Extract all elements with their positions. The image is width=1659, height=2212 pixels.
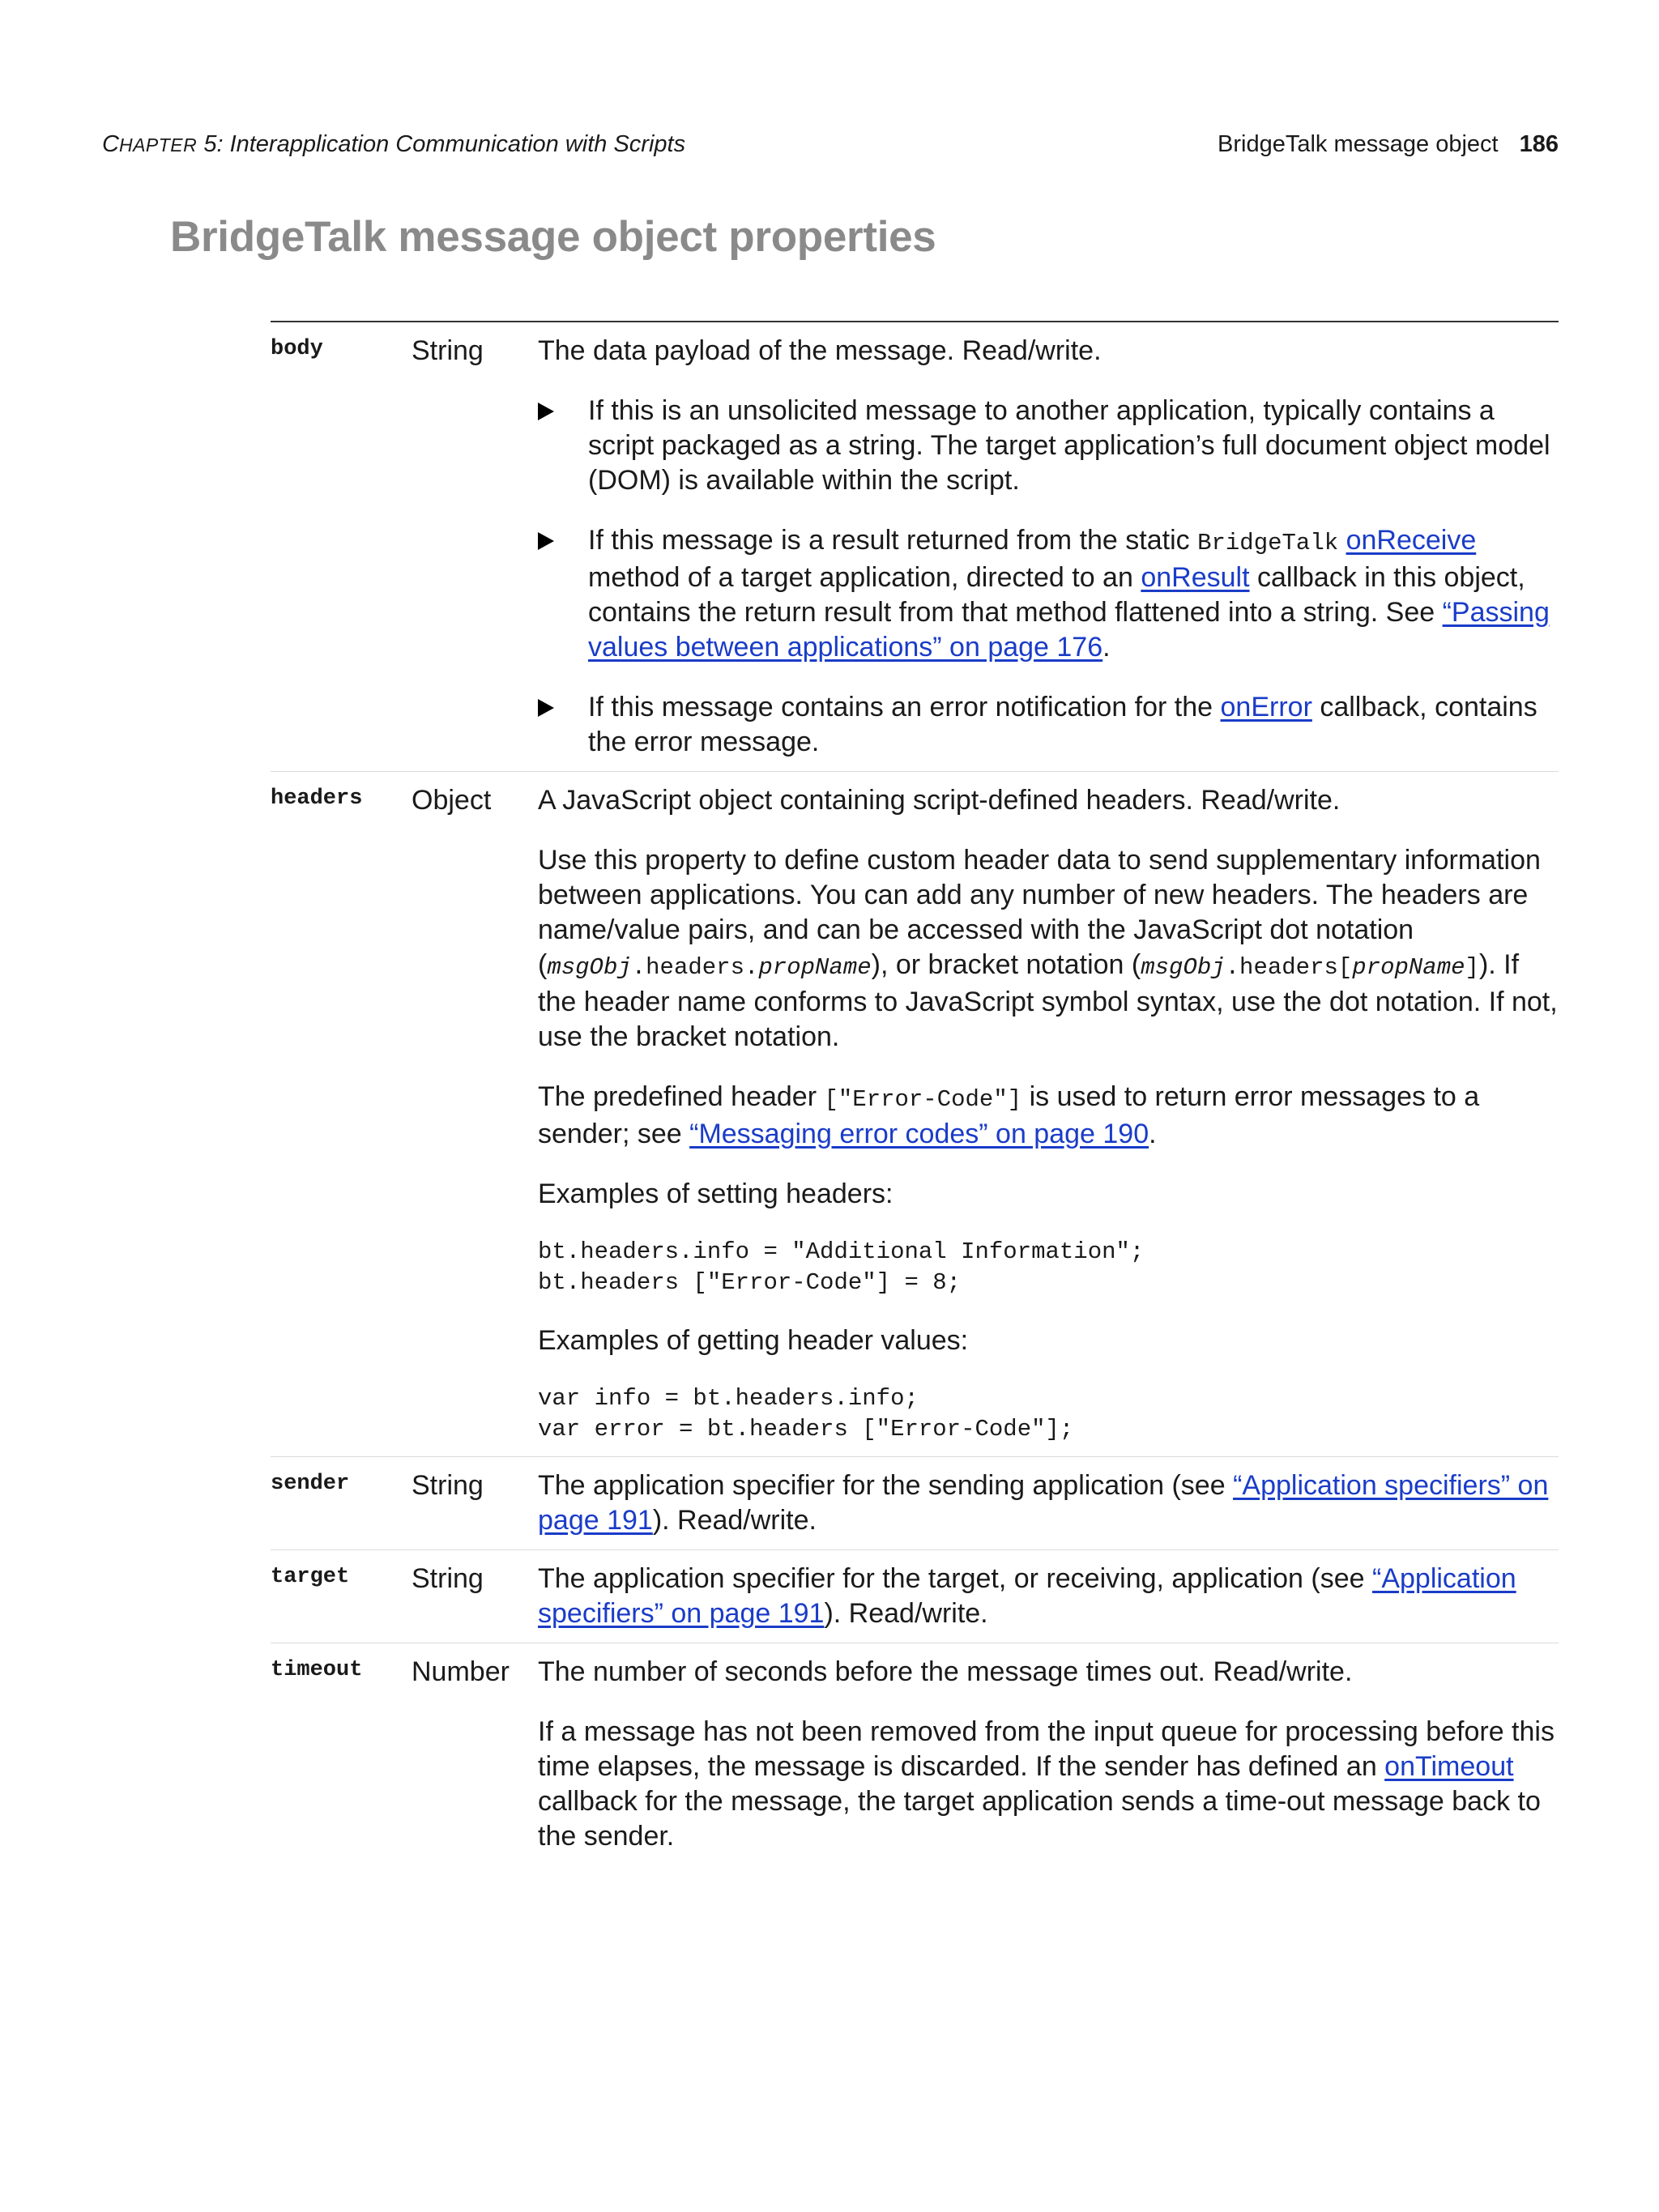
chapter-title-text: Interapplication Communication with Scripts — [229, 131, 686, 157]
paragraph-text: If a message has not been removed from the input queue for processing before this time elapses, the message is discarded. If the sender has defined an — [538, 1716, 1555, 1782]
code-line: bt.headers.info = "Additional Information"; — [538, 1238, 1145, 1265]
paragraph-text: is used to return error messages to a sender; see — [538, 1081, 1480, 1149]
paragraph: Examples of getting header values: — [538, 1325, 969, 1356]
code-line: var error = bt.headers ["Error-Code"]; — [538, 1416, 1074, 1443]
property-description — [538, 1468, 1559, 1538]
paragraph-text: ), or bracket notation ( — [871, 949, 1141, 980]
bullet-text: If this is an unsolicited message to another application, typically contains a script packaged as a string. The target application’s full document object model (DOM) is available within the script. — [588, 395, 1550, 496]
property-description — [538, 783, 1559, 1445]
property-summary: A JavaScript object containing script-defined headers. Read/write. — [538, 785, 1341, 816]
page-title: BridgeTalk message object properties — [170, 213, 936, 261]
paragraph — [538, 843, 1559, 1055]
passing-values-link[interactable]: “Passing values between applications” on page 176 — [588, 597, 1550, 663]
property-name: timeout — [271, 1658, 363, 1682]
chapter-prefix-rest: HAPTER — [118, 134, 198, 156]
property-type: Object — [412, 785, 492, 816]
bullet-triangle-icon — [538, 532, 554, 550]
property-summary: The number of seconds before the message times out. Read/write. — [538, 1656, 1353, 1687]
property-name: sender — [271, 1472, 350, 1496]
bullet-text: callback, contains the error message. — [588, 692, 1537, 757]
code-line: bt.headers ["Error-Code"] = 8; — [538, 1269, 962, 1296]
property-type: String — [412, 335, 484, 366]
bullet-text: method of a target application, directed to an — [588, 562, 1141, 593]
paragraph-text: The application specifier for the sending application (see — [538, 1470, 1234, 1501]
bullet-item — [538, 523, 1559, 665]
property-type: String — [412, 1563, 484, 1594]
paragraph-text: The application specifier for the target, or receiving, application (see — [538, 1563, 1372, 1594]
property-row-timeout — [271, 1643, 1559, 1865]
bullet-triangle-icon — [538, 699, 554, 717]
property-row-body — [271, 322, 1559, 772]
bullet-triangle-icon — [538, 403, 554, 420]
bullet-text: callback in this object, contains the return result from that method flattened into a string. See — [588, 562, 1525, 628]
inline-code-italic: propName — [1352, 954, 1465, 981]
inline-code: .headers[ — [1225, 954, 1353, 981]
property-row-headers — [271, 772, 1559, 1457]
property-row-target — [271, 1550, 1559, 1643]
paragraph-text: . — [1149, 1119, 1157, 1149]
onerror-link[interactable]: onError — [1220, 692, 1312, 722]
code-line: var info = bt.headers.info; — [538, 1385, 919, 1412]
inline-code-italic: msgObj — [547, 954, 632, 981]
bullet-item — [538, 690, 1559, 760]
inline-code: ] — [1465, 954, 1479, 981]
property-name: headers — [271, 786, 363, 811]
inline-code-italic: propName — [758, 954, 872, 981]
bullet-text: . — [1102, 632, 1111, 663]
section-name: BridgeTalk message object — [1218, 131, 1499, 157]
paragraph — [538, 1715, 1559, 1854]
code-block — [538, 1383, 1559, 1445]
paragraph — [538, 1080, 1559, 1152]
bullet-text: If this message contains an error notification for the — [588, 692, 1221, 722]
onreceive-link[interactable]: onReceive — [1346, 525, 1477, 556]
page-header — [102, 128, 1559, 160]
property-description — [538, 1655, 1559, 1854]
paragraph-text: ). Read/write. — [824, 1598, 988, 1629]
paragraph — [538, 1468, 1559, 1538]
inline-code: ["Error-Code"] — [824, 1086, 1022, 1113]
onresult-link[interactable]: onResult — [1141, 562, 1250, 593]
page-header-right — [1218, 128, 1559, 160]
page-number: 186 — [1519, 131, 1559, 157]
inline-code: BridgeTalk — [1197, 530, 1339, 556]
paragraph-text: ). If the header name conforms to JavaScript symbol syntax, use the dot notation. If not, use the bracket notation. — [538, 949, 1558, 1052]
chapter-prefix-first: C — [102, 131, 119, 157]
property-type: String — [412, 1470, 484, 1501]
paragraph-text: ). Read/write. — [652, 1505, 817, 1536]
paragraph-text: callback for the message, the target application sends a time-out message back to the sender. — [538, 1786, 1541, 1852]
application-specifiers-link[interactable]: “Application specifiers” on page 191 — [538, 1563, 1516, 1629]
paragraph-text: Use this property to define custom header data to send supplementary information between applications. You can add any number of new headers. The headers are name/value pairs, and can be accessed with the JavaScript dot notation ( — [538, 845, 1541, 980]
application-specifiers-link[interactable]: “Application specifiers” on page 191 — [538, 1470, 1549, 1536]
property-description — [538, 1562, 1559, 1631]
ontimeout-link[interactable]: onTimeout — [1384, 1751, 1514, 1782]
paragraph — [538, 1562, 1559, 1631]
inline-code: .headers. — [631, 954, 759, 981]
property-description — [538, 334, 1559, 760]
property-name: target — [271, 1565, 350, 1589]
properties-table — [271, 321, 1559, 1865]
inline-code-italic: msgObj — [1141, 954, 1226, 981]
property-type: Number — [412, 1656, 510, 1687]
code-block — [538, 1237, 1559, 1298]
messaging-error-codes-link[interactable]: “Messaging error codes” on page 190 — [689, 1119, 1149, 1149]
bullet-text: If this message is a result returned from the static — [588, 525, 1198, 556]
paragraph: Examples of setting headers: — [538, 1178, 893, 1209]
paragraph-text: The predefined header — [538, 1081, 825, 1112]
property-summary: The data payload of the message. Read/write. — [538, 335, 1102, 366]
property-name: body — [271, 337, 323, 361]
property-row-sender — [271, 1457, 1559, 1550]
chapter-number: 5: — [203, 131, 224, 157]
chapter-title — [102, 128, 685, 161]
bullet-item — [538, 394, 1559, 498]
